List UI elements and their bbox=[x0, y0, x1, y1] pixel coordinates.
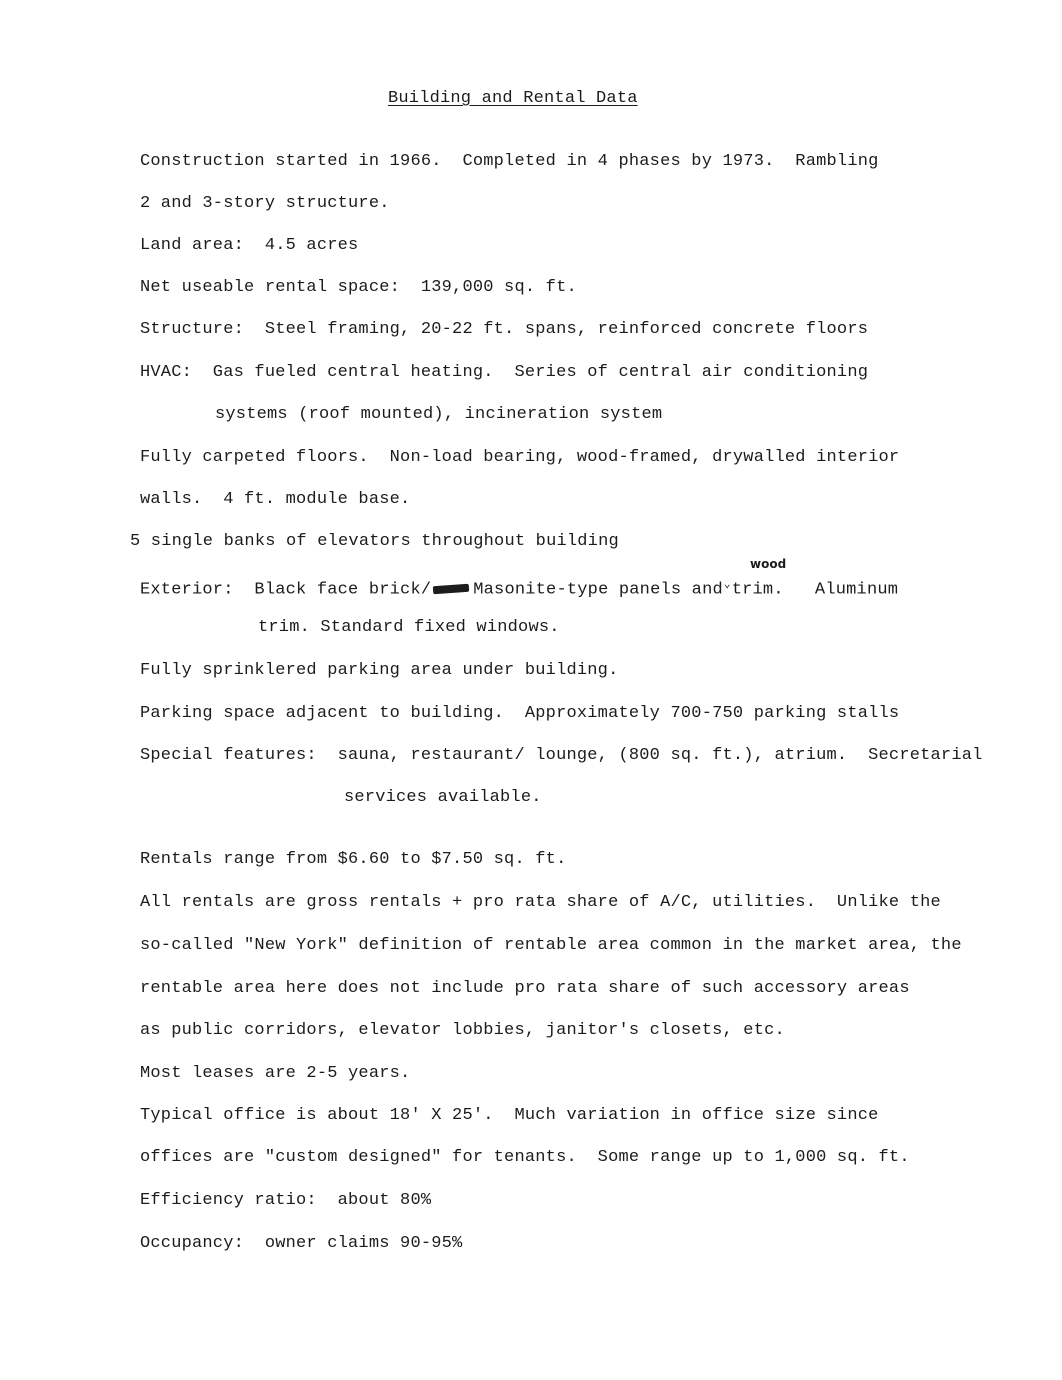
text-line: Fully sprinklered parking area under building. bbox=[140, 661, 619, 680]
text-line: Fully carpeted floors. Non-load bearing, wood-framed, drywalled interior bbox=[140, 448, 900, 467]
text-line: walls. 4 ft. module base. bbox=[140, 490, 411, 509]
handwritten-insertion: wood bbox=[750, 557, 787, 571]
text-line: trim. Standard fixed windows. bbox=[258, 618, 560, 637]
exterior-text-part: trim. Aluminum bbox=[731, 580, 899, 600]
text-line: Land area: 4.5 acres bbox=[140, 236, 359, 255]
text-line: Occupancy: owner claims 90-95% bbox=[140, 1234, 463, 1253]
text-line: Structure: Steel framing, 20-22 ft. spans, reinforced concrete floors bbox=[140, 320, 869, 339]
exterior-text-part: Exterior: Black face brick/ bbox=[140, 580, 432, 600]
strikethrough-mark bbox=[433, 584, 469, 594]
text-line: Typical office is about 18' X 25'. Much variation in office size since bbox=[140, 1106, 879, 1125]
page-title: Building and Rental Data bbox=[388, 89, 638, 108]
text-line: Efficiency ratio: about 80% bbox=[140, 1191, 432, 1210]
text-line: Net useable rental space: 139,000 sq. ft. bbox=[140, 278, 577, 297]
exterior-text-part: Masonite-type panels and bbox=[473, 580, 723, 600]
text-line: offices are "custom designed" for tenants. Some range up to 1,000 sq. ft. bbox=[140, 1148, 910, 1167]
text-line: All rentals are gross rentals + pro rata share of A/C, utilities. Unlike the bbox=[140, 893, 941, 912]
exterior-line bbox=[140, 575, 898, 601]
text-line: Construction started in 1966. Completed in 4 phases by 1973. Rambling bbox=[140, 152, 879, 171]
text-line: rentable area here does not include pro rata share of such accessory areas bbox=[140, 979, 910, 998]
text-line: services available. bbox=[344, 788, 542, 807]
text-line: 5 single banks of elevators throughout building bbox=[130, 532, 619, 551]
text-line: so-called "New York" definition of rentable area common in the market area, the bbox=[140, 936, 962, 955]
text-line: Parking space adjacent to building. Approximately 700-750 parking stalls bbox=[140, 704, 900, 723]
text-line: 2 and 3-story structure. bbox=[140, 194, 390, 213]
text-line: systems (roof mounted), incineration system bbox=[215, 405, 663, 424]
text-line: Special features: sauna, restaurant/ lounge, (800 sq. ft.), atrium. Secretarial bbox=[140, 746, 983, 765]
text-line: as public corridors, elevator lobbies, janitor's closets, etc. bbox=[140, 1021, 785, 1040]
text-line: HVAC: Gas fueled central heating. Series of central air conditioning bbox=[140, 363, 869, 382]
insertion-caret-mark: ⌄ bbox=[723, 579, 731, 591]
text-line: Rentals range from $6.60 to $7.50 sq. ft. bbox=[140, 850, 567, 869]
text-line: Most leases are 2-5 years. bbox=[140, 1064, 411, 1083]
